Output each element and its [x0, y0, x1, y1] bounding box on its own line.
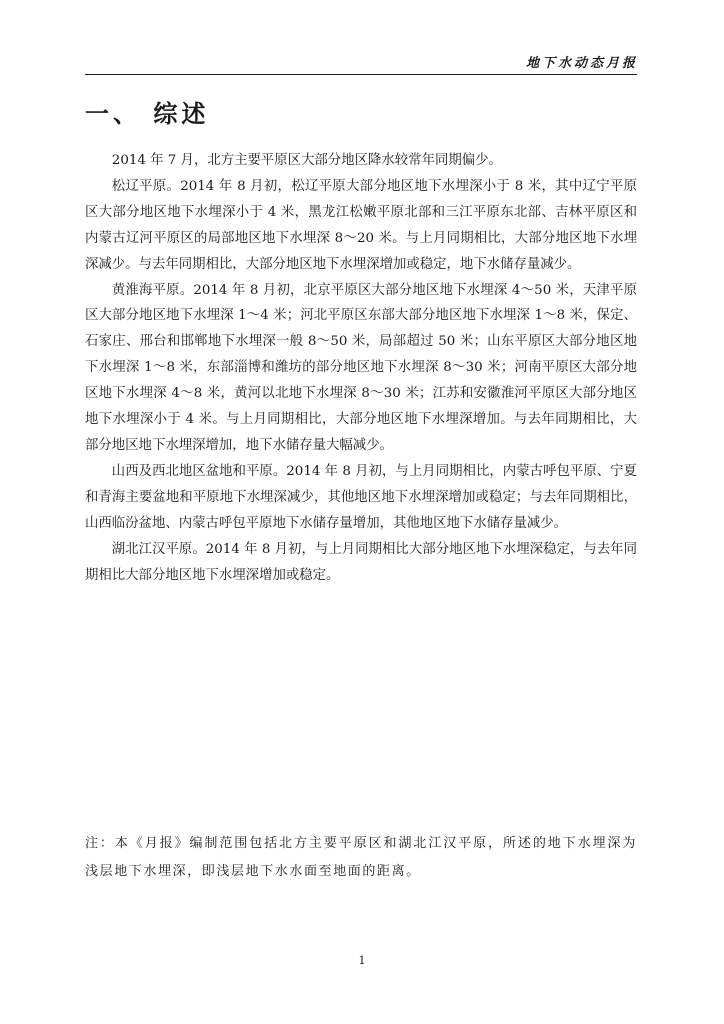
- paragraph-songliao-plain: 松辽平原。2014 年 8 月初，松辽平原大部分地区地下水埋深小于 8 米，其中辽宁平原区大部分地区地下水埋深小于 4 米，黑龙江松嫩平原北部和三江平原东北部、吉林平原区和内蒙古辽河平原区的局部地区地下水埋深 8～20 米。与上月同期相比，大部分地区地下水埋深减少。与去年同期相比，大部分地区地下水埋深增加或稳定，地下水储存量减少。: [85, 178, 637, 272]
- paragraph-huanghuaihai-plain: 黄淮海平原。2014 年 8 月初，北京平原区大部分地区地下水埋深 4～50 米，天津平原区大部分地区地下水埋深 1～4 米；河北平原区东部大部分地区地下水埋深 1～8 米，保定、石家庄、邢台和邯郸地下水埋深一般 8～50 米，局部超过 50 米；山东平原区大部分地区地下水埋深 1～8 米，东部淄博和潍坊的部分地区地下水埋深 8～30 米；河南平原区大部分地区地下水埋深 4～8 米，黄河以北地下水埋深 8～30 米；江苏和安徽淮河平原区大部分地区地下水埋深小于 4 米。与上月同期相比，大部分地区地下水埋深增加。与去年同期相比，大部分地区地下水埋深增加，地下水储存量大幅减少。: [85, 282, 637, 453]
- section-heading: 一、 综述: [85, 100, 210, 128]
- footnote: [85, 830, 637, 886]
- page-number: 1: [358, 954, 366, 967]
- report-title: 地下水动态月报: [525, 56, 638, 71]
- header-divider: [85, 74, 637, 75]
- paragraph-shanxi-northwest: 山西及西北地区盆地和平原。2014 年 8 月初，与上月同期相比，内蒙古呼包平原、宁夏和青海主要盆地和平原地下水埋深减少，其他地区地下水埋深增加或稳定；与去年同期相比，山西临汾盆地、内蒙古呼包平原地下水储存量增加，其他地区地下水储存量减少。: [85, 463, 637, 531]
- footnote-text: 注：本《月报》编制范围包括北方主要平原区和湖北江汉平原，所述的地下水埋深为浅层地下水埋深，即浅层地下水水面至地面的距离。: [85, 836, 637, 879]
- paragraph-jianghan-plain: 湖北江汉平原。2014 年 8 月初，与上月同期相比大部分地区地下水埋深稳定，与去年同期相比大部分地区地下水埋深增加或稳定。: [85, 541, 637, 583]
- summary-body: [85, 148, 637, 588]
- paragraph-overview: 2014 年 7 月，北方主要平原区大部分地区降水较常年同期偏少。: [111, 153, 502, 168]
